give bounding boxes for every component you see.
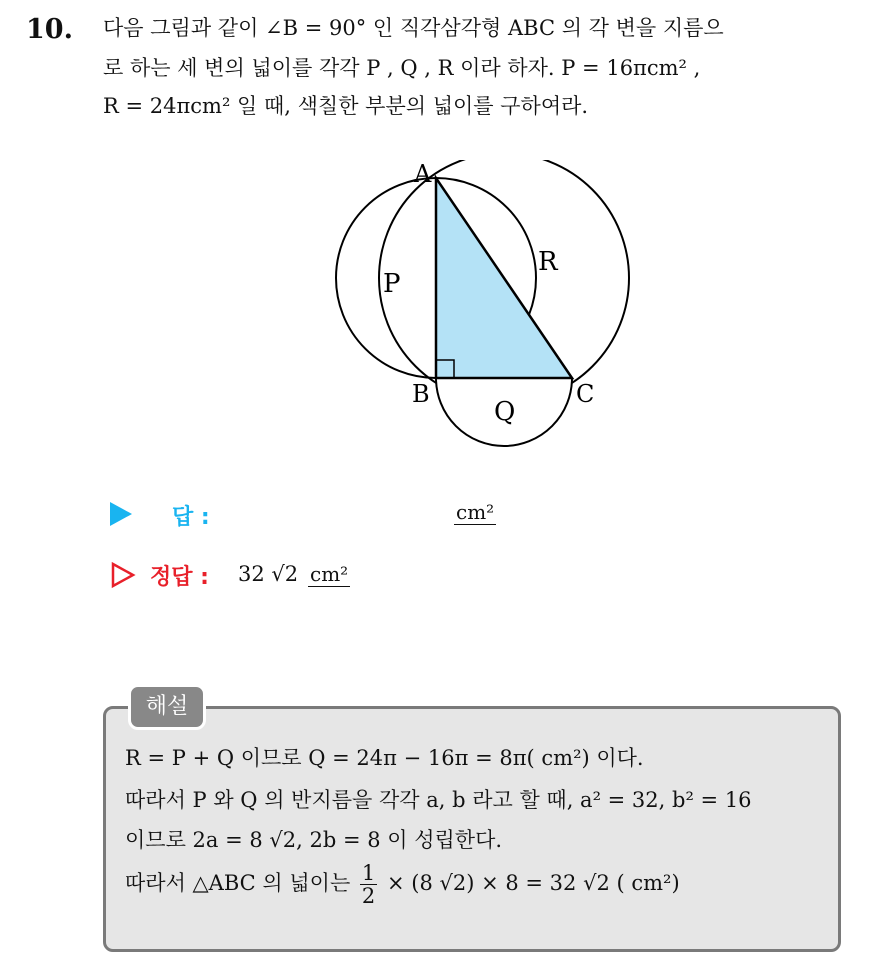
answer-row [110, 500, 550, 530]
correct-label: 정답 : [150, 565, 209, 590]
correct-answer-row [110, 560, 550, 590]
answer-unit: cm² [456, 500, 495, 524]
label-b: B [412, 380, 430, 408]
geometry-figure [300, 160, 650, 460]
solution-line-3: 이므로 2a = 8 √2, 2b = 8 이 성립한다. [125, 828, 503, 852]
label-c: C [576, 380, 595, 408]
problem-line-1: 다음 그림과 같이 ∠B = 90° 인 직각삼각형 ABC 의 각 변을 지름으 [103, 16, 724, 40]
problem-line-3: R = 24πcm² 일 때, 색칠한 부분의 넓이를 구하여라. [103, 94, 589, 118]
answer-arrow-icon [110, 502, 132, 526]
correct-value: 32 √2 [238, 562, 299, 586]
fraction-half [360, 862, 377, 907]
solution-tag: 해설 [128, 684, 206, 730]
correct-unit: cm² [310, 562, 349, 586]
label-r: R [538, 247, 558, 277]
problem-number: 10. [26, 14, 73, 45]
fraction-denominator: 2 [361, 884, 376, 909]
fraction-numerator: 1 [361, 861, 376, 885]
solution-line-4-pre: 따라서 △ABC 의 넓이는 [125, 871, 351, 896]
correct-arrow-icon [110, 561, 136, 589]
solution-line-1: R = P + Q 이므로 Q = 24π − 16π = 8π( cm²) 이다. [125, 746, 644, 770]
solution-line-4 [125, 862, 680, 907]
answer-label: 답 : [172, 505, 210, 530]
problem-line-2: 로 하는 세 변의 넓이를 각각 P , Q , R 이라 하자. P = 16πcm² , [103, 56, 701, 80]
label-p: P [383, 269, 401, 299]
solution-line-2: 따라서 P 와 Q 의 반지름을 각각 a, b 라고 할 때, a² = 32, b² = 16 [125, 788, 752, 812]
triangle-abc [436, 178, 572, 378]
label-a: A [414, 160, 432, 188]
label-q: Q [494, 397, 516, 427]
solution-line-4-post: × (8 √2) × 8 = 32 √2 ( cm²) [386, 871, 680, 896]
